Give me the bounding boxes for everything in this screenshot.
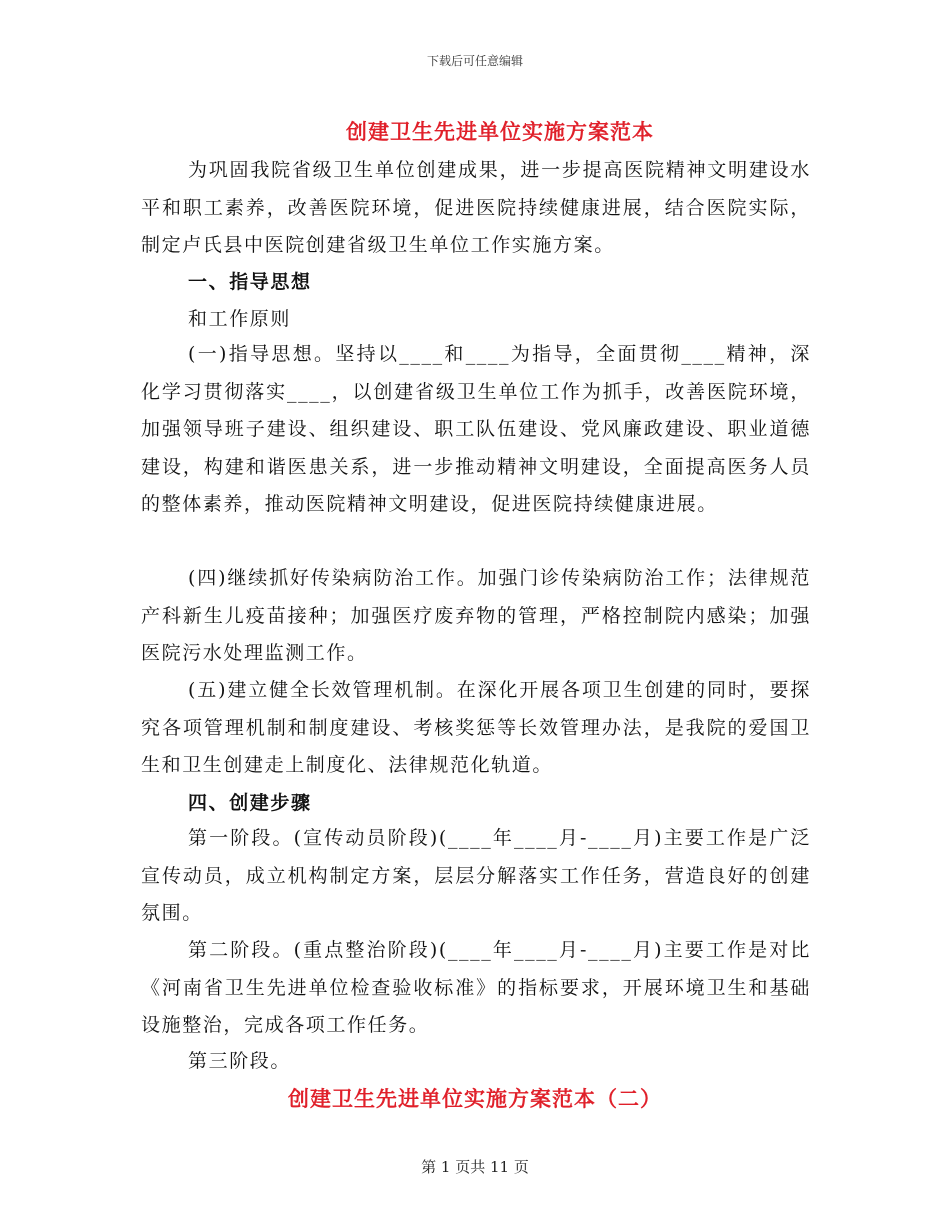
section-heading-guiding-thought: 一、指导思想 (188, 271, 312, 293)
paragraph-long-term-mechanism: (五)建立健全长效管理机制。在深化开展各项卫生创建的同时，要探究各项管理机制和制度建设、考核奖惩等长效管理办法，是我院的爱国卫生和卫生创建走上制度化、法律规范化轨道。 (141, 679, 811, 777)
paragraph-stage-three: 第三阶段。 (188, 1050, 292, 1072)
document-title-second: 创建卫生先进单位实施方案范本（二） (288, 1087, 662, 1111)
document-title: 创建卫生先进单位实施方案范本 (346, 120, 654, 144)
page-number-footer: 第 1 页共 11 页 (421, 1158, 529, 1176)
paragraph-guiding-thought: (一)指导思想。坚持以____和____为指导，全面贯彻____精神，深化学习贯彻落实____，以创建省级卫生单位工作为抓手，改善医院环境，加强领导班子建设、组织建设、职工队伍建设、党风廉政建设、职业道德建设，构建和谐医患关系，进一步推动精神文明建设，全面提高医务人员的整体素养，推动医院精神文明建设，促进医院持续健康进展。 (141, 343, 811, 516)
paragraph-stage-two: 第二阶段。(重点整治阶段)(____年____月-____月)主要工作是对比《河南省卫生先进单位检查验收标准》的指标要求，开展环境卫生和基础设施整治，完成各项工作任务。 (141, 939, 811, 1037)
header-note: 下载后可任意编辑 (426, 54, 523, 68)
intro-paragraph: 为巩固我院省级卫生单位创建成果，进一步提高医院精神文明建设水平和职工素养，改善医院环境，促进医院持续健康进展，结合医院实际，制定卢氏县中医院创建省级卫生单位工作实施方案。 (141, 159, 811, 257)
section-subheading-work-principles: 和工作原则 (188, 308, 292, 330)
paragraph-stage-one: 第一阶段。(宣传动员阶段)(____年____月-____月)主要工作是广泛宣传动员，成立机构制定方案，层层分解落实工作任务，营造良好的创建氛围。 (141, 827, 811, 925)
section-heading-creation-steps: 四、创建步骤 (188, 792, 312, 814)
paragraph-infectious-disease: (四)继续抓好传染病防治工作。加强门诊传染病防治工作；法律规范产科新生儿疫苗接种；加强医疗废弃物的管理，严格控制院内感染；加强医院污水处理监测工作。 (141, 567, 811, 665)
